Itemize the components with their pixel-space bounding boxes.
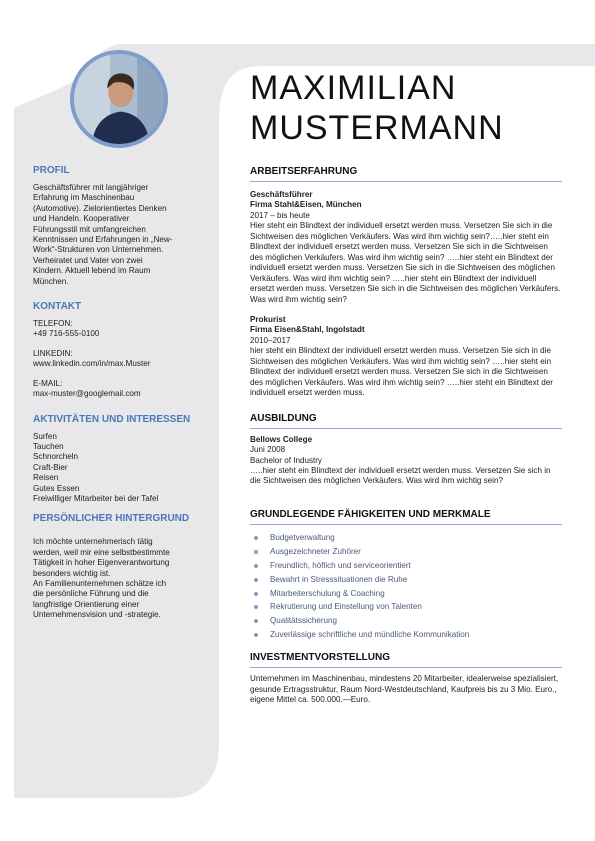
list-item: Ausgezeichneter Zuhörer [250, 545, 562, 559]
bullet-icon [254, 578, 258, 582]
list-item: Surfen [33, 431, 57, 441]
sidebar [33, 165, 218, 621]
email-label: E-MAIL: [33, 378, 63, 388]
list-item: Mitarbeiterschulung & Coaching [250, 587, 562, 601]
bullet-icon [254, 633, 258, 637]
list-item: Zuverlässige schriftliche und mündliche Kommunikation [250, 628, 562, 642]
job-title: Prokurist [250, 314, 286, 324]
school-name: Bellows College [250, 434, 313, 444]
profile-photo [70, 50, 168, 148]
bullet-icon [254, 536, 258, 540]
bullet-icon [254, 605, 258, 609]
list-item: Freiwilliger Mitarbeiter bei der Tafel [33, 493, 159, 503]
job-company: Firma Eisen&Stahl, Ingolstadt [250, 325, 365, 335]
investment-text: Unternehmen im Maschinenbau, mindestens 20 Mitarbeiter, idealerweise spezialisiert, gesunde Ertragsstruktur, Raum Nord-Westdeutschland, Kaufpreis bis zu 3 Mio. Euro., eigene Mittel ca. 500.000.—Euro. [250, 674, 559, 705]
phone-label: TELEFON: [33, 319, 73, 329]
last-name: MUSTERMANN [250, 109, 504, 147]
list-item: Bewahrt in Stresssituationen die Ruhe [250, 573, 562, 587]
main-content [250, 166, 562, 705]
list-item: Freundlich, höflich und serviceorientiert [250, 559, 562, 573]
person-name [250, 68, 504, 148]
list-item: Qualitätssicherung [250, 614, 562, 628]
education-entry [250, 435, 562, 487]
skills-heading: GRUNDLEGENDE FÄHIGKEITEN UND MERKMALE [250, 509, 562, 525]
bullet-icon [254, 550, 258, 554]
list-item: Rekrutierung und Einstellung von Talenten [250, 600, 562, 614]
investment-heading: INVESTMENTVORSTELLUNG [250, 652, 562, 668]
education-degree: Bachelor of Industry [250, 455, 322, 465]
profil-text: Geschäftsführer mit langjähriger Erfahrung im Maschinenbau (Automotive). Zielorientiertes Denken und Handeln. Kooperativer Führungsstil mit umfangreichen Kenntnissen und Erfahrungen in „New- Work“-Strukturen von Unternehmen. Verheiratet und Vater von zwei Kindern. Aktuell lebend im Raum München. [33, 183, 173, 286]
hintergrund-text: Ich möchte unternehmerisch tätig werden, weil mir eine selbstbestimmte Tätigkeit in hoher Eigenverantwortung besonders wichtig ist. An Familienunternehmen schätze ich die persönliche Führung und die langfristige Orientierung einer Unternehmensvision und -strategie. [33, 537, 170, 620]
list-item: Tauchen [33, 441, 64, 451]
profil-heading: PROFIL [33, 165, 70, 176]
bullet-icon [254, 564, 258, 568]
email-link[interactable]: max-muster@googlemail.com [33, 389, 141, 399]
job-period: 2010–2017 [250, 335, 291, 345]
aktivitaeten-heading: AKTIVITÄTEN UND INTERESSEN [33, 413, 191, 425]
bullet-icon [254, 619, 258, 623]
education-description: …..hier steht ein Blindtext der individuell ersetzt werden muss. Versetzen Sie sich in die Sichtweisen des möglichen Verkäufers. Was wird ihm wichtig sein? [250, 465, 551, 486]
skills-list [250, 531, 562, 642]
education-date: Juni 2008 [250, 445, 286, 455]
list-item: Reisen [33, 473, 59, 483]
experience-heading: ARBEITSERFAHRUNG [250, 166, 562, 182]
job-entry [250, 315, 562, 399]
job-period: 2017 – bis heute [250, 210, 310, 220]
linkedin-link[interactable]: www.linkedin.com/in/max.Muster [33, 359, 151, 369]
education-heading: AUSBILDUNG [250, 413, 562, 429]
list-item: Budgetverwaltung [250, 531, 562, 545]
job-description: Hier steht ein Blindtext der individuell ersetzt werden muss. Versetzen Sie sich in die Sichtweisen des möglichen Verkäufers. Was wird ihm wichtig sein?…..hier steht ein Blindtext der individuell ersetzt werden muss. Versetzen Sie sich in die Sichtweisen des möglichen Verkäufers. Was wird ihm wichtig sein? …..hier steht ein Blindtext der individuell ersetzt werden muss. Versetzen Sie sich in die Sichtweisen des möglichen Verkäufers. Was wird ihm wichtig sein? …..hier steht ein Blindtext der individuell ersetzt werden muss. Versetzen Sie sich in die Sichtweisen des möglichen Verkäufers. Was wird ihm wichtig sein? [250, 221, 561, 304]
list-item: Craft-Bier [33, 462, 68, 472]
aktivitaeten-list [33, 432, 218, 505]
list-item: Gutes Essen [33, 483, 80, 493]
job-description: hier steht ein Blindtext der individuell ersetzt werden muss. Versetzen Sie sich in die Sichtweisen des möglichen Verkäufers. Was wird ihm wichtig sein? …..hier steht ein Blindtext der individuell ersetzt werden muss. Versetzen Sie sich in die Sichtweisen des möglichen Verkäufers. Was wird ihm wichtig sein? …..hier steht ein Blindtext der individuell ersetzt werden muss. [250, 346, 553, 398]
job-title: Geschäftsführer [250, 190, 313, 199]
phone-value: +49 716-555-0100 [33, 329, 100, 339]
job-entry [250, 190, 562, 305]
list-item: Schnorcheln [33, 452, 78, 462]
kontakt-heading: KONTAKT [33, 301, 82, 313]
linkedin-label: LINKEDIN: [33, 348, 73, 358]
job-company: Firma Stahl&Eisen, München [250, 200, 362, 210]
bullet-icon [254, 592, 258, 596]
hintergrund-heading: PERSÖNLICHER HINTERGRUND [33, 513, 190, 525]
first-name: MAXIMILIAN [250, 69, 457, 107]
